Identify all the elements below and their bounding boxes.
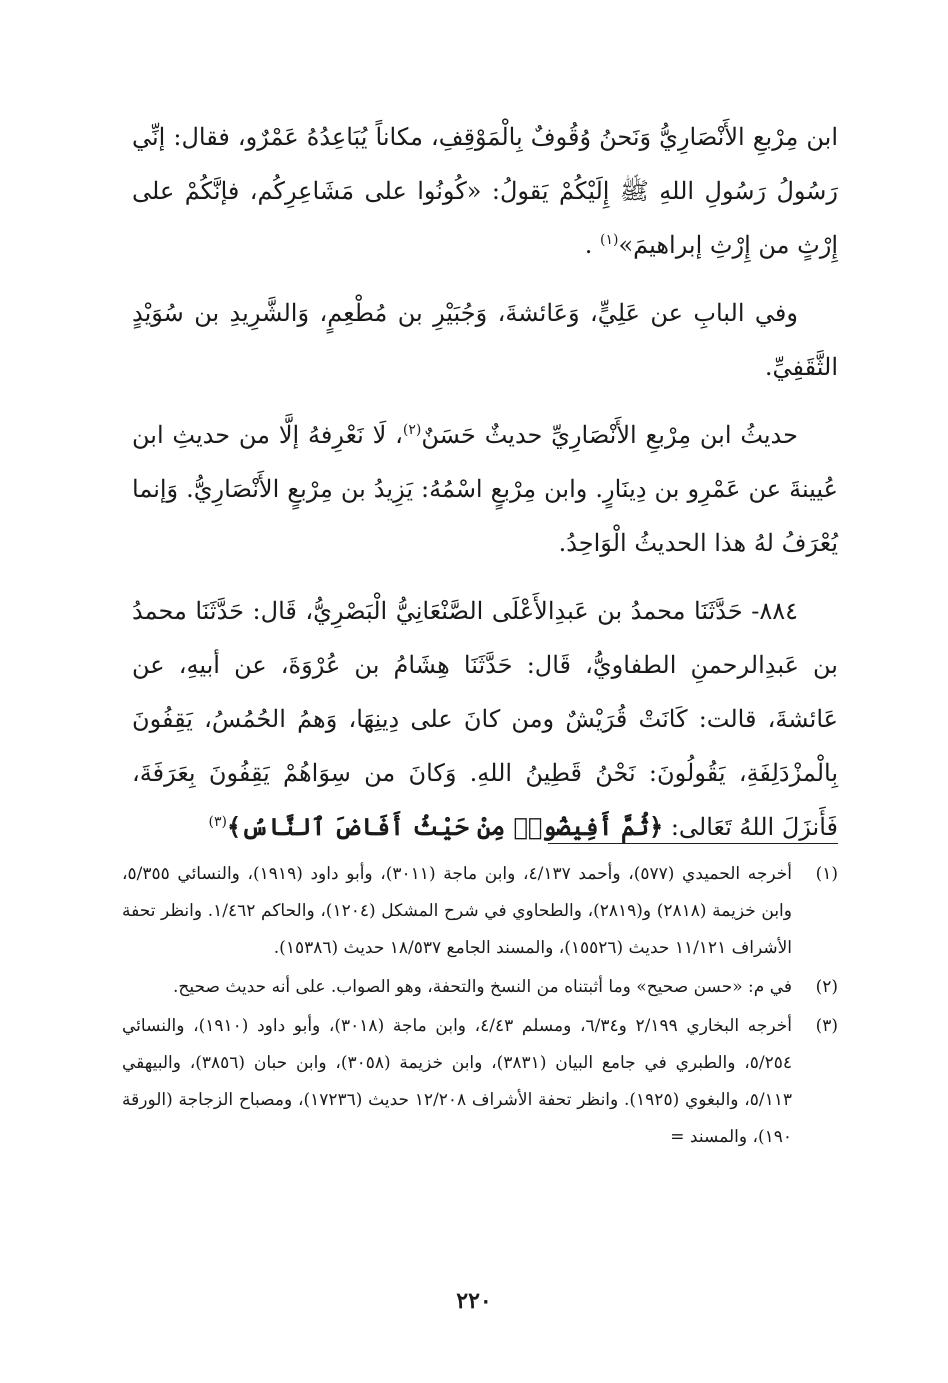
footnote-3 bbox=[122, 1008, 838, 1156]
page-number: ٢٢٠ bbox=[456, 1288, 492, 1314]
main-text bbox=[132, 110, 838, 854]
paragraph-1-end: . bbox=[584, 231, 600, 259]
paragraph-1 bbox=[132, 110, 838, 272]
footnote-text: أخرجه الحميدي (٥٧٧)، وأحمد ٤/١٣٧، وابن ماجة (٣٠١١)، وأبو داود (١٩١٩)، والنسائي ٥/٣٥٥، وابن خزيمة (٢٨١٨) و(٢٨١٩)، والطحاوي في شرح المشكل (١٢٠٤)، والحاكم ١/٤٦٢. وانظر تحفة الأشراف ١١/١٢١ حديث (١٥٥٢٦)، والمسند الجامع ١٨/٥٣٧ حديث (١٥٣٨٦). bbox=[122, 864, 792, 958]
footnote-text: في م: «حسن صحيح» وما أثبتناه من النسخ والتحفة، وهو الصواب. على أنه حديث صحيح. bbox=[173, 977, 792, 997]
footnote-number: (٢) bbox=[815, 977, 838, 997]
footnote-text: أخرجه البخاري ٢/١٩٩ و٦/٣٤، ومسلم ٤/٤٣، وابن ماجة (٣٠١٨)، وأبو داود (١٩١٠)، والنسائي ٥/٢٥٤، والطبري في جامع البيان (٣٨٣١)، وابن خزيمة (٣٠٥٨)، وابن حبان (٣٨٥٦)، والبيهقي ٥/١١٣، والبغوي (١٩٢٥). وانظر تحفة الأشراف ١٢/٢٠٨ حديث (١٧٢٣٦)، ومصباح الزجاجة (الورقة ١٩٠)، والمسند = bbox=[122, 1016, 793, 1147]
paragraph-hadith-884 bbox=[132, 584, 838, 854]
footnote-separator bbox=[548, 843, 838, 844]
paragraph-3-text: حديثُ ابن مِرْبعِ الأَنْصَارِيِّ حديثٌ حَسَنٌ bbox=[421, 421, 798, 449]
footnotes bbox=[122, 856, 838, 1156]
paragraph-1-text: ابن مِرْبعِ الأَنْصَارِيُّ وَنَحنُ وُقُوفٌ بِالْمَوْقِفِ، مكاناً يُبَاعِدُهُ عَمْرٌو، فقال: إنِّي رَسُولُ رَسُولِ اللهِ ﷺ إِلَيْكُمْ يَقولُ: «كُونُوا على مَشَاعِرِكُم، فإنَّكُمْ على إِرْثٍ من إِرْثِ إبراهيمَ» bbox=[132, 123, 838, 259]
footnote-ref-3: (٣) bbox=[208, 814, 227, 830]
footnote-ref-2: (٢) bbox=[402, 422, 422, 438]
footnote-1 bbox=[122, 856, 838, 967]
paragraph-3-rest: ، لَا نَعْرِفهُ إلَّا من حديثِ ابن عُيينةَ عن عَمْرِو بن دِينَارٍ. وابن مِرْبعٍ اسْمُهُ: يَزِيدُ بن مِرْبعٍ الأَنْصَارِيُّ. وَإنما يُعْرَفُ لهُ هذا الحديثُ الْوَاحِدُ. bbox=[132, 421, 838, 557]
paragraph-2: وفي البابِ عن عَلِيٍّ، وَعَائشةَ، وَجُبَيْرِ بن مُطْعِمٍ، وَالشَّرِيدِ بن سُوَيْدٍ الثَّقَفِيِّ. bbox=[132, 299, 838, 381]
footnote-2 bbox=[122, 969, 838, 1006]
footnote-number: (١) bbox=[815, 864, 838, 884]
footnote-number: (٣) bbox=[815, 1016, 838, 1036]
paragraph-3 bbox=[132, 408, 838, 570]
footnote-ref-1: (١) bbox=[600, 232, 619, 248]
hadith-884-text: ٨٨٤- حَدَّثَنَا محمدُ بن عَبدِالأَعْلَى الصَّنْعَانِيُّ الْبَصْرِيُّ، قَال: حَدَّثَنَا محمدُ بن عَبدِالرحمنِ الطفاويُّ، قَال: حَدَّثَنَا هِشَامُ بن عُرْوَةَ، عن أبيهِ، عن عَائشةَ، قالت: كَانَتْ قُرَيْشٌ ومن كانَ على دِينِهَا، وَهمُ الحُمُسُ، يَقِفُونَ بِالْمزْدَلِفَةِ، يَقُولُونَ: نَحْنُ قَطِينُ اللهِ. وَكانَ من سِوَاهُمْ يَقِفُونَ بِعَرَفَةَ، فَأَنزَلَ اللهُ تَعَالى: bbox=[132, 597, 838, 841]
quran-verse: ﴿ثُمَّ أَفِيضُوا۟ مِنْ حَيْثُ أَفَاضَ ٱلنَّاسُ﴾ bbox=[226, 812, 664, 841]
